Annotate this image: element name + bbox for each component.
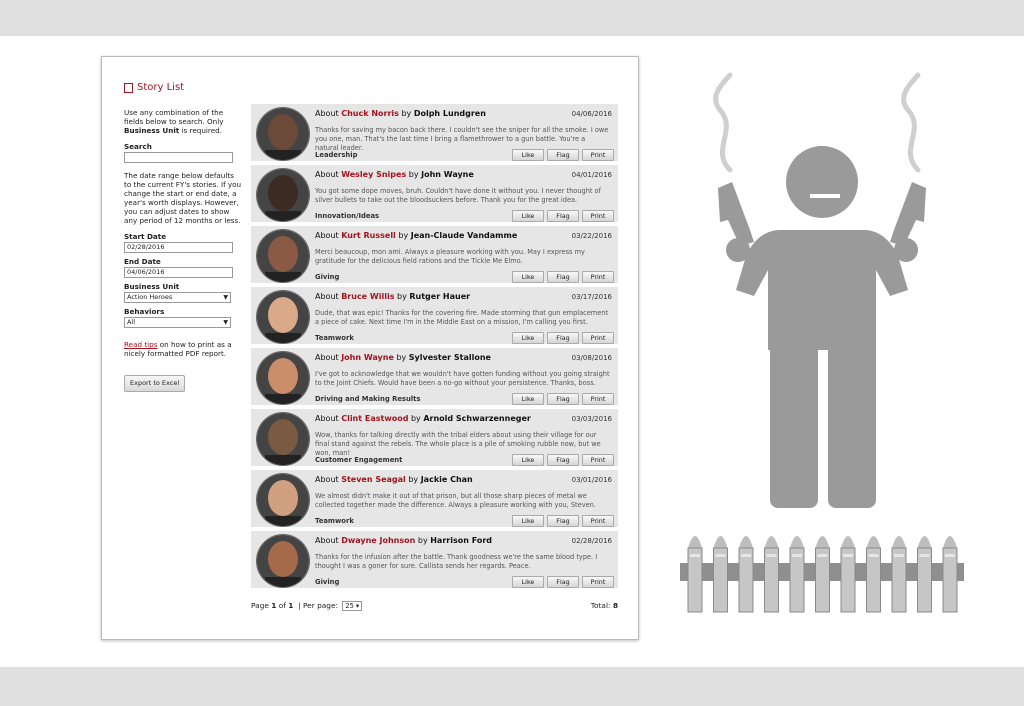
avatar <box>256 290 310 344</box>
flag-button[interactable]: Flag <box>547 515 579 527</box>
page-title: Story List <box>124 82 184 93</box>
about-name[interactable]: Clint Eastwood <box>341 414 409 423</box>
left-gun <box>718 182 754 246</box>
business-unit-label: Business Unit <box>124 282 180 291</box>
like-button[interactable]: Like <box>512 271 544 283</box>
start-date-input[interactable]: 02/28/2016 <box>124 242 233 253</box>
head <box>786 146 858 218</box>
story-card <box>251 470 618 527</box>
story-category: Driving and Making Results <box>315 395 421 403</box>
smoke-right <box>904 75 918 170</box>
story-card <box>251 104 618 161</box>
by-name: Rutger Hauer <box>409 292 471 301</box>
avatar <box>256 351 310 405</box>
story-content <box>315 348 614 405</box>
action-hero-illustration <box>680 70 980 630</box>
search-panel <box>124 108 242 392</box>
story-actions <box>512 515 614 527</box>
about-name[interactable]: John Wayne <box>341 353 394 362</box>
story-message: Wow, thanks for talking directly with the tribal elders about using their village for our final stand against the rebels. The whole place is a pile of smoking rubble now, but we won, man! <box>315 431 601 457</box>
read-tips-link[interactable]: Read tips <box>124 340 158 349</box>
story-date: 04/01/2016 <box>571 171 612 179</box>
story-content <box>315 165 614 222</box>
avatar <box>256 107 310 161</box>
like-button[interactable]: Like <box>512 454 544 466</box>
story-card <box>251 165 618 222</box>
story-category: Giving <box>315 273 340 281</box>
left-leg <box>770 340 818 508</box>
end-date-label: End Date <box>124 257 161 266</box>
story-header: About Clint Eastwood by Arnold Schwarzenneger <box>315 414 531 423</box>
story-message: Merci beaucoup, mon ami. Always a pleasure working with you. May I express my gratitude for the delicious field rations and the Tickle Me Elmo. <box>315 248 585 265</box>
flag-button[interactable]: Flag <box>547 332 579 344</box>
story-content <box>315 470 614 527</box>
story-card <box>251 409 618 466</box>
like-button[interactable]: Like <box>512 149 544 161</box>
story-card <box>251 287 618 344</box>
by-name: Dolph Lundgren <box>413 109 486 118</box>
avatar <box>256 168 310 222</box>
print-button[interactable]: Print <box>582 576 614 588</box>
story-list-window <box>101 56 639 640</box>
chevron-down-icon: ▼ <box>223 294 228 301</box>
story-actions <box>512 210 614 222</box>
bullet-icon <box>841 536 855 612</box>
bullet-icon <box>790 536 804 612</box>
print-button[interactable]: Print <box>582 515 614 527</box>
story-card <box>251 226 618 283</box>
print-button[interactable]: Print <box>582 149 614 161</box>
by-name: Jackie Chan <box>420 475 473 484</box>
total-count: Total: 8 <box>590 601 618 610</box>
story-actions <box>512 576 614 588</box>
print-button[interactable]: Print <box>582 332 614 344</box>
story-message: I've got to acknowledge that we wouldn't have gotten funding without you going straight to the Joint Chiefs. Would have been a no-go without your persistence. Thanks, boss. <box>315 370 610 387</box>
end-date-input[interactable]: 04/06/2016 <box>124 267 233 278</box>
bullet-icon <box>765 536 779 612</box>
story-content <box>315 531 614 588</box>
like-button[interactable]: Like <box>512 332 544 344</box>
story-category: Leadership <box>315 151 358 159</box>
story-card <box>251 348 618 405</box>
story-header: About Steven Seagal by Jackie Chan <box>315 475 473 484</box>
bullet-icon <box>739 536 753 612</box>
story-category: Innovation/Ideas <box>315 212 380 220</box>
top-band <box>0 0 1024 36</box>
story-header: About Kurt Russell by Jean-Claude Vandamme <box>315 231 518 240</box>
story-date: 03/17/2016 <box>571 293 612 301</box>
about-name[interactable]: Kurt Russell <box>341 231 396 240</box>
story-message: Dude, that was epic! Thanks for the covering fire. Made storming that gun emplacement a piece of cake. Next time I'm in the Middle East on a mission, I'm calling you first. <box>315 309 609 326</box>
chevron-down-icon: ▼ <box>223 319 228 326</box>
story-actions <box>512 454 614 466</box>
story-category: Customer Engagement <box>315 456 403 464</box>
story-date: 03/03/2016 <box>571 415 612 423</box>
per-page-select[interactable]: 25 ▾ <box>342 601 362 611</box>
about-name[interactable]: Bruce Willis <box>341 292 395 301</box>
story-date: 03/08/2016 <box>571 354 612 362</box>
by-name: Arnold Schwarzenneger <box>423 414 531 423</box>
avatar <box>256 473 310 527</box>
bullet-icon <box>688 536 702 612</box>
by-name: John Wayne <box>421 170 474 179</box>
about-name[interactable]: Wesley Snipes <box>341 170 407 179</box>
story-date: 03/01/2016 <box>571 476 612 484</box>
bullet-icon <box>892 536 906 612</box>
bullet-icon <box>867 536 881 612</box>
story-content <box>315 226 614 283</box>
about-name[interactable]: Steven Seagal <box>341 475 406 484</box>
avatar <box>256 412 310 466</box>
bullet-icon <box>943 536 957 612</box>
story-category: Teamwork <box>315 334 354 342</box>
export-to-excel-button[interactable]: Export to Excel <box>124 375 185 392</box>
story-category: Teamwork <box>315 517 354 525</box>
story-content <box>315 287 614 344</box>
flag-button[interactable]: Flag <box>547 210 579 222</box>
print-button[interactable]: Print <box>582 393 614 405</box>
search-label: Search <box>124 142 152 151</box>
story-category: Giving <box>315 578 340 586</box>
print-tips: Read tips on how to print as a nicely formatted PDF report. <box>124 340 232 358</box>
story-message: Thanks for saving my bacon back there. I couldn't see the sniper for all the smoke. I owe you one, man. That's the last time I bring a flamethrower to a gun battle. You're a natural leader. <box>315 126 609 152</box>
mouth <box>810 194 840 198</box>
right-gun <box>890 182 926 246</box>
flag-button[interactable]: Flag <box>547 454 579 466</box>
right-leg <box>828 340 876 508</box>
bullet-icon <box>918 536 932 612</box>
story-header: About Dwayne Johnson by Harrison Ford <box>315 536 493 545</box>
story-actions <box>512 332 614 344</box>
story-message: Thanks for the infusion after the battle. Thank goodness we're the same blood type. I thought I was a goner for sure. Callista sends her regards. Peace. <box>315 553 598 570</box>
bottom-band <box>0 667 1024 706</box>
ammo-belt <box>680 536 964 612</box>
torso <box>736 230 908 350</box>
story-header: About Bruce Willis by Rutger Hauer <box>315 292 471 301</box>
story-content <box>315 104 614 161</box>
story-content <box>315 409 614 466</box>
like-button[interactable]: Like <box>512 576 544 588</box>
by-name: Harrison Ford <box>430 536 493 545</box>
story-header: About John Wayne by Sylvester Stallone <box>315 353 491 362</box>
behaviors-label: Behaviors <box>124 307 165 316</box>
page-indicator: Page 1 of 1 | Per page: 25 ▾ <box>251 601 362 611</box>
bullet-icon <box>714 536 728 612</box>
story-date: 03/22/2016 <box>571 232 612 240</box>
flag-button[interactable]: Flag <box>547 271 579 283</box>
story-message: We almost didn't make it out of that prison, but all those sharp pieces of metal we collected together made the difference. Always a pleasure working with you, Steven. <box>315 492 596 509</box>
behaviors-select[interactable]: All ▼ <box>124 317 231 328</box>
story-header: About Chuck Norris by Dolph Lundgren <box>315 109 486 118</box>
story-actions <box>512 393 614 405</box>
smoke-left <box>716 75 730 170</box>
story-message: You got some dope moves, bruh. Couldn't have done it without you. I never thought of silver bullets to take out the bloodsuckers before. Thank you for the great idea. <box>315 187 601 204</box>
story-actions <box>512 271 614 283</box>
instructions: Use any combination of the fields below to search. Only Business Unit is required. <box>124 108 224 135</box>
by-name: Sylvester Stallone <box>408 353 491 362</box>
like-button[interactable]: Like <box>512 515 544 527</box>
story-header: About Wesley Snipes by John Wayne <box>315 170 474 179</box>
story-date: 02/28/2016 <box>571 537 612 545</box>
search-input[interactable] <box>124 152 233 163</box>
like-button[interactable]: Like <box>512 210 544 222</box>
print-button[interactable]: Print <box>582 454 614 466</box>
story-actions <box>512 149 614 161</box>
print-button[interactable]: Print <box>582 271 614 283</box>
document-icon <box>124 83 133 93</box>
flag-button[interactable]: Flag <box>547 393 579 405</box>
story-date: 04/06/2016 <box>571 110 612 118</box>
avatar <box>256 534 310 588</box>
date-note: The date range below defaults to the current FY's stories. If you change the start or end date, a year's worth displays. However, you can adjust dates to show any period of 12 months or less. <box>124 171 242 225</box>
about-name[interactable]: Chuck Norris <box>341 109 399 118</box>
flag-button[interactable]: Flag <box>547 576 579 588</box>
print-button[interactable]: Print <box>582 210 614 222</box>
by-name: Jean-Claude Vandamme <box>410 231 518 240</box>
flag-button[interactable]: Flag <box>547 149 579 161</box>
story-card <box>251 531 618 588</box>
business-unit-select[interactable]: Action Heroes ▼ <box>124 292 231 303</box>
about-name[interactable]: Dwayne Johnson <box>341 536 416 545</box>
start-date-label: Start Date <box>124 232 167 241</box>
like-button[interactable]: Like <box>512 393 544 405</box>
bullet-icon <box>816 536 830 612</box>
avatar <box>256 229 310 283</box>
story-list <box>251 104 618 592</box>
